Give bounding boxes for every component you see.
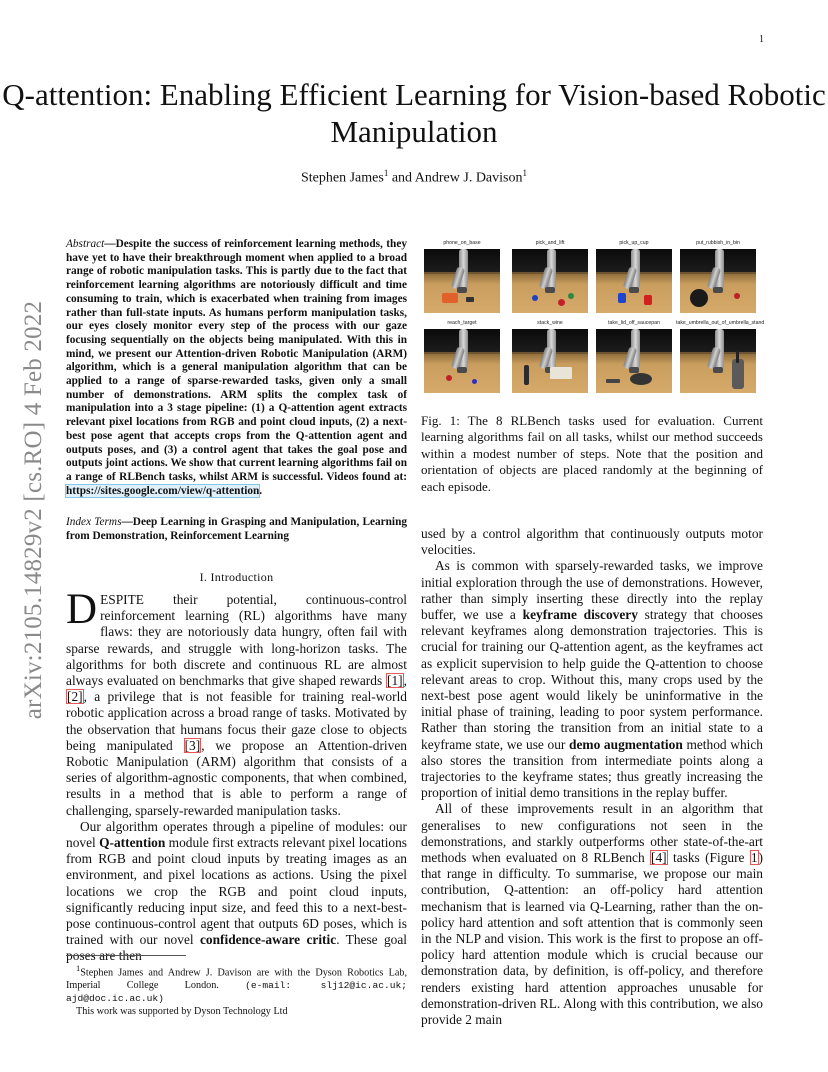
arxiv-sidebar bbox=[6, 290, 62, 730]
project-link[interactable]: https://sites.google.com/view/q-attention bbox=[66, 484, 260, 497]
text: As is common with sparsely-rewarded tasks, we improve initial exploration through the use of demonstrations. However, rather than simply inserting these directly into the replay buffer, we use a bbox=[421, 558, 763, 623]
scene-object bbox=[606, 379, 620, 383]
abstract bbox=[66, 238, 407, 498]
text: module first extracts relevant pixel locations from RGB and point cloud inputs by treating images as an environment, and pixel locations as actions. Using the pixel locations we crop the RGB and point cloud inputs, significantly reducing input size, and feed this to a next-best-pose continuous-control agent that outputs 6D poses, which is trained with our novel bbox=[66, 835, 408, 948]
bold-term: keyframe discovery bbox=[522, 607, 638, 623]
robot-gripper bbox=[545, 287, 555, 293]
footnote bbox=[66, 962, 407, 1018]
right-column-body bbox=[421, 526, 763, 1028]
citation-link[interactable]: [2] bbox=[67, 689, 83, 705]
task-render-image bbox=[680, 249, 756, 313]
robot-gripper bbox=[457, 287, 467, 293]
robot-gripper bbox=[457, 367, 467, 373]
task-label: take_umbrella_out_of_umbrella_stand bbox=[676, 320, 765, 326]
scene-object bbox=[550, 367, 572, 379]
text: . These goal poses are then bbox=[66, 932, 408, 964]
abstract-text: Despite the success of reinforcement learning methods, they have yet to have their breakthrough moment when applied to a broad range of robotic manipulation tasks. This is partly due to the fact that reinforcement learning algorithms are notoriously difficult and time consuming to train, which is exacerbated when training from images rather than full-state inputs. As humans perform manipulation tasks, our eyes closely monitor every step of the process with our gaze focusing sequentially on the objects being manipulated. With this in mind, we present our Attention-driven Robotic Manipulation (ARM) algorithm, which is a general manipulation algorithm that can be applied to a range of sparse-rewarded tasks, given only a small number of demonstrations. ARM splits the complex task of manipulation into a 3 stage pipeline: (1) a Q-attention agent extracts relevant pixel locations from RGB and point cloud inputs, (2) a next-best pose agent that accepts crops from the Q-attention agent and outputs poses, and (3) a control agent that takes the goal pose and outputs joint actions. We show that current learning algorithms fail on a range of RLBench tasks, whilst ARM is successful. Videos found at: bbox=[66, 238, 407, 483]
index-terms bbox=[66, 516, 407, 543]
bold-term: demo augmentation bbox=[569, 736, 683, 752]
task-tile-take-lid-off-saucepan bbox=[596, 320, 672, 394]
scene-object bbox=[532, 295, 538, 301]
abstract-end: . bbox=[259, 484, 263, 497]
index-terms-label: Index Terms bbox=[66, 516, 122, 528]
scene-object bbox=[618, 293, 626, 303]
task-tile-take-umbrella-out-of-umbrella-stand bbox=[676, 320, 765, 394]
task-label: reach_target bbox=[447, 320, 477, 326]
task-label: take_lid_off_saucepan bbox=[608, 320, 660, 326]
scene-object bbox=[736, 351, 739, 363]
author-line bbox=[0, 168, 828, 187]
scene-object bbox=[568, 293, 574, 299]
scene-object bbox=[472, 379, 477, 384]
figure-rlbench-tasks bbox=[424, 240, 766, 400]
scene-object bbox=[524, 365, 529, 385]
text: method which also stores the transition from intermediate points along a trajectories to the keyframe states; thus greatly increasing the proportion of initial demo transitions in the replay buffer. bbox=[421, 736, 763, 801]
paragraph: used by a control algorithm that continuously outputs motor velocities. bbox=[421, 526, 763, 558]
footnote-affiliation bbox=[66, 962, 407, 1005]
text: strategy that chooses relevant keyframes along demonstration trajectories. This is crucial for training our Q-attention agent, as the keyframes act as explicit supervision to help guide the Q-attention to choose relevant areas to crop. Without this, many crops used by the next-best pose agent would likely be uninformative in the initial phase of training, leading to poor system performance. Rather than storing the transition from an initial state to a keyframe state, we use our bbox=[421, 607, 763, 752]
citation-link[interactable]: [3] bbox=[184, 737, 201, 753]
text: Our algorithm operates through a pipeline of modules: our novel bbox=[66, 818, 407, 851]
figure-caption: Fig. 1: The 8 RLBench tasks used for evaluation. Current learning algorithms fail on all tasks, whilst our method succeeds within a modest number of steps. Note that the position and orientation of objects are placed randomly at the beginning of each episode. bbox=[421, 413, 763, 494]
figure-ref-link[interactable]: 1 bbox=[750, 850, 758, 866]
scene-object bbox=[690, 289, 708, 307]
footnote-funding: This work was supported by Dyson Technology Ltd bbox=[76, 1006, 288, 1018]
paragraph bbox=[66, 819, 407, 965]
citation-link[interactable]: [1] bbox=[387, 673, 403, 689]
author-name: Andrew J. Davison bbox=[414, 170, 523, 186]
index-terms-dash: — bbox=[121, 516, 133, 528]
paragraph bbox=[66, 586, 407, 819]
paragraph bbox=[421, 558, 763, 801]
abstract-dash: — bbox=[104, 238, 116, 250]
robot-gripper bbox=[713, 287, 723, 293]
email-addresses: (e-mail: slj12@ic.ac.uk; ajd@doc.ic.ac.uk) bbox=[66, 980, 407, 1005]
author-name: Stephen James bbox=[301, 170, 384, 186]
text: , bbox=[403, 673, 407, 689]
task-render-image bbox=[596, 329, 672, 393]
bold-term: Q-attention bbox=[99, 835, 166, 851]
task-render-image bbox=[512, 249, 588, 313]
task-tile-put-rubbish-in-bin bbox=[680, 240, 756, 314]
text: , a privilege that is not feasible for training real-world robotic application across a broad range of tasks. Motivated by the observation that humans focus their gaze close to objects being manipulated bbox=[66, 689, 407, 753]
text: ) that range in difficulty. To summarise, we propose our main contribution, Q-attention: an off-policy hard attention mechanism that is learned via Q-Learning, rather than the on-policy hard attention and soft attention that is commonly seen in the NLP and vision. This work is the first to propose an off-policy hard attention module which is crucial because our demonstration data, by definition, is off-policy, and therefore renders existing hard attention approaches unusable for demonstration-driven RL. Along with this contribution, we also provide 2 main bbox=[421, 850, 763, 1028]
section-heading: I. Introduction bbox=[199, 570, 274, 584]
task-render-image bbox=[512, 329, 588, 393]
robot-gripper bbox=[713, 367, 723, 373]
robot-gripper bbox=[629, 367, 639, 373]
text: tasks (Figure bbox=[667, 850, 750, 866]
page-number: 1 bbox=[759, 34, 764, 45]
drop-cap: D bbox=[66, 586, 98, 633]
text: ESPITE their potential, continuous-control reinforcement learning (RL) algorithms have many flaws: they are notoriously data hungry, often fail with sparse rewards, and struggle with long-horizon tasks. The algorithms for both discrete and continuous RL are almost always evaluated on benchmarks that give shaped rewards bbox=[66, 592, 407, 689]
introduction-body bbox=[66, 586, 408, 965]
text: , we propose an Attention-driven Robotic Manipulation (ARM) algorithm that consists of a series of algorithm-agnostic components, that when combined, results in a method that is able to perform a range of challenging, sparsely-rewarded manipulation tasks. bbox=[66, 737, 407, 818]
task-tile-pick-and-lift bbox=[512, 240, 588, 314]
paragraph bbox=[421, 801, 763, 1028]
scene-object bbox=[446, 375, 452, 381]
scene-object bbox=[644, 295, 652, 305]
affiliation-mark: 1 bbox=[383, 168, 389, 178]
text: All of these improvements result in an algorithm that generalises to new configurations not seen in the demonstrations, and starkly outperforms other state-of-the-art methods when evaluated on 8 RLBench bbox=[421, 801, 763, 866]
scene-object bbox=[630, 373, 652, 385]
task-render-image bbox=[424, 249, 500, 313]
task-tile-pick-up-cup bbox=[596, 240, 672, 314]
footnote-mark: 1 bbox=[76, 963, 81, 973]
scene-object bbox=[466, 297, 474, 302]
footnote-divider bbox=[66, 955, 186, 956]
task-label: put_rubbish_in_bin bbox=[696, 240, 740, 246]
task-label: pick_up_cup bbox=[619, 240, 649, 246]
task-render-image bbox=[680, 329, 756, 393]
scene-object bbox=[732, 359, 744, 389]
robot-gripper bbox=[629, 287, 639, 293]
task-render-image bbox=[424, 329, 500, 393]
scene-object bbox=[558, 299, 565, 306]
author-conjunction: and bbox=[388, 170, 415, 186]
scene-object bbox=[734, 293, 740, 299]
task-label: pick_and_lift bbox=[535, 240, 565, 246]
paper-title: Q-attention: Enabling Efficient Learning for Vision-based Robotic Manipulation bbox=[2, 77, 826, 149]
scene-object bbox=[442, 293, 458, 303]
task-tile-phone-on-base bbox=[424, 240, 500, 314]
task-label: stack_wine bbox=[537, 320, 563, 326]
bold-term: confidence-aware critic bbox=[199, 932, 337, 948]
text: Stephen James and Andrew J. Davison are with the Dyson Robotics Lab, Imperial College London. bbox=[66, 967, 407, 992]
arxiv-stamp[interactable]: arXiv:2105.14829v2 [cs.RO] 4 Feb 2022 bbox=[20, 300, 47, 720]
citation-link[interactable]: [4] bbox=[651, 850, 667, 866]
abstract-label: Abstract bbox=[66, 238, 105, 250]
task-render-image bbox=[596, 249, 672, 313]
affiliation-mark: 1 bbox=[522, 168, 527, 178]
task-label: phone_on_base bbox=[443, 240, 481, 246]
task-tile-reach-target bbox=[424, 320, 500, 394]
task-tile-stack-wine bbox=[512, 320, 588, 394]
index-terms-text: Deep Learning in Grasping and Manipulation, Learning from Demonstration, Reinforcement Learning bbox=[66, 516, 408, 542]
